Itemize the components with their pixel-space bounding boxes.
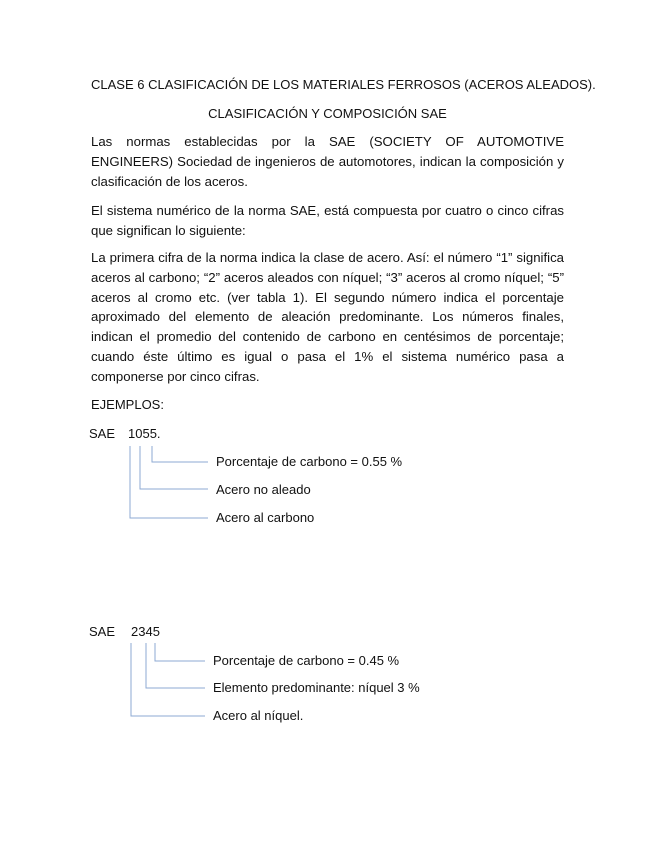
example-1-code: 1055. (128, 426, 161, 441)
examples-heading: EJEMPLOS: (91, 397, 164, 412)
example-1-label-carbon: Porcentaje de carbono = 0.55 % (216, 454, 403, 469)
paragraph-digit-meaning: La primera cifra de la norma indica la clase de acero. Así: el número “1” significa aceros al carbono; “2” aceros aleados con níquel; “3” aceros al cromo níquel; “5” aceros al cromo etc. (ver tabla 1). El segundo número indica el porcentaje aproximado del elemento de aleación predominante. Los números finales, indican el promedio del contenido de carbono en centésimos de porcentaje; cuando éste último es igual o pasa el 1% el sistema numérico pasa a componerse por cinco cifras. (91, 250, 564, 384)
example-2-label-element: Elemento predominante: níquel 3 % (213, 680, 420, 695)
example-2-prefix: SAE (89, 624, 116, 639)
example-2-code: 2345 (131, 624, 160, 639)
document-subtitle: CLASIFICACIÓN Y COMPOSICIÓN SAE (208, 106, 447, 121)
example-1-label-type: Acero al carbono (216, 510, 315, 525)
paragraph-sae-intro: Las normas establecidas por la SAE (SOCIETY OF AUTOMOTIVE ENGINEERS) Sociedad de ingenieros de automotores, indican la composición y clasificación de los aceros. (91, 134, 564, 189)
paragraph-numeric-system: El sistema numérico de la norma SAE, está compuesta por cuatro o cinco cifras que significan lo siguiente: (91, 203, 564, 238)
example-1-prefix: SAE (89, 426, 116, 441)
example-2-label-type: Acero al níquel. (213, 708, 304, 723)
example-2-label-carbon: Porcentaje de carbono = 0.45 % (213, 653, 400, 668)
document-title: CLASE 6 CLASIFICACIÓN DE LOS MATERIALES FERROSOS (ACEROS ALEADOS). (91, 77, 596, 92)
example-1-label-class: Acero no aleado (216, 482, 311, 497)
